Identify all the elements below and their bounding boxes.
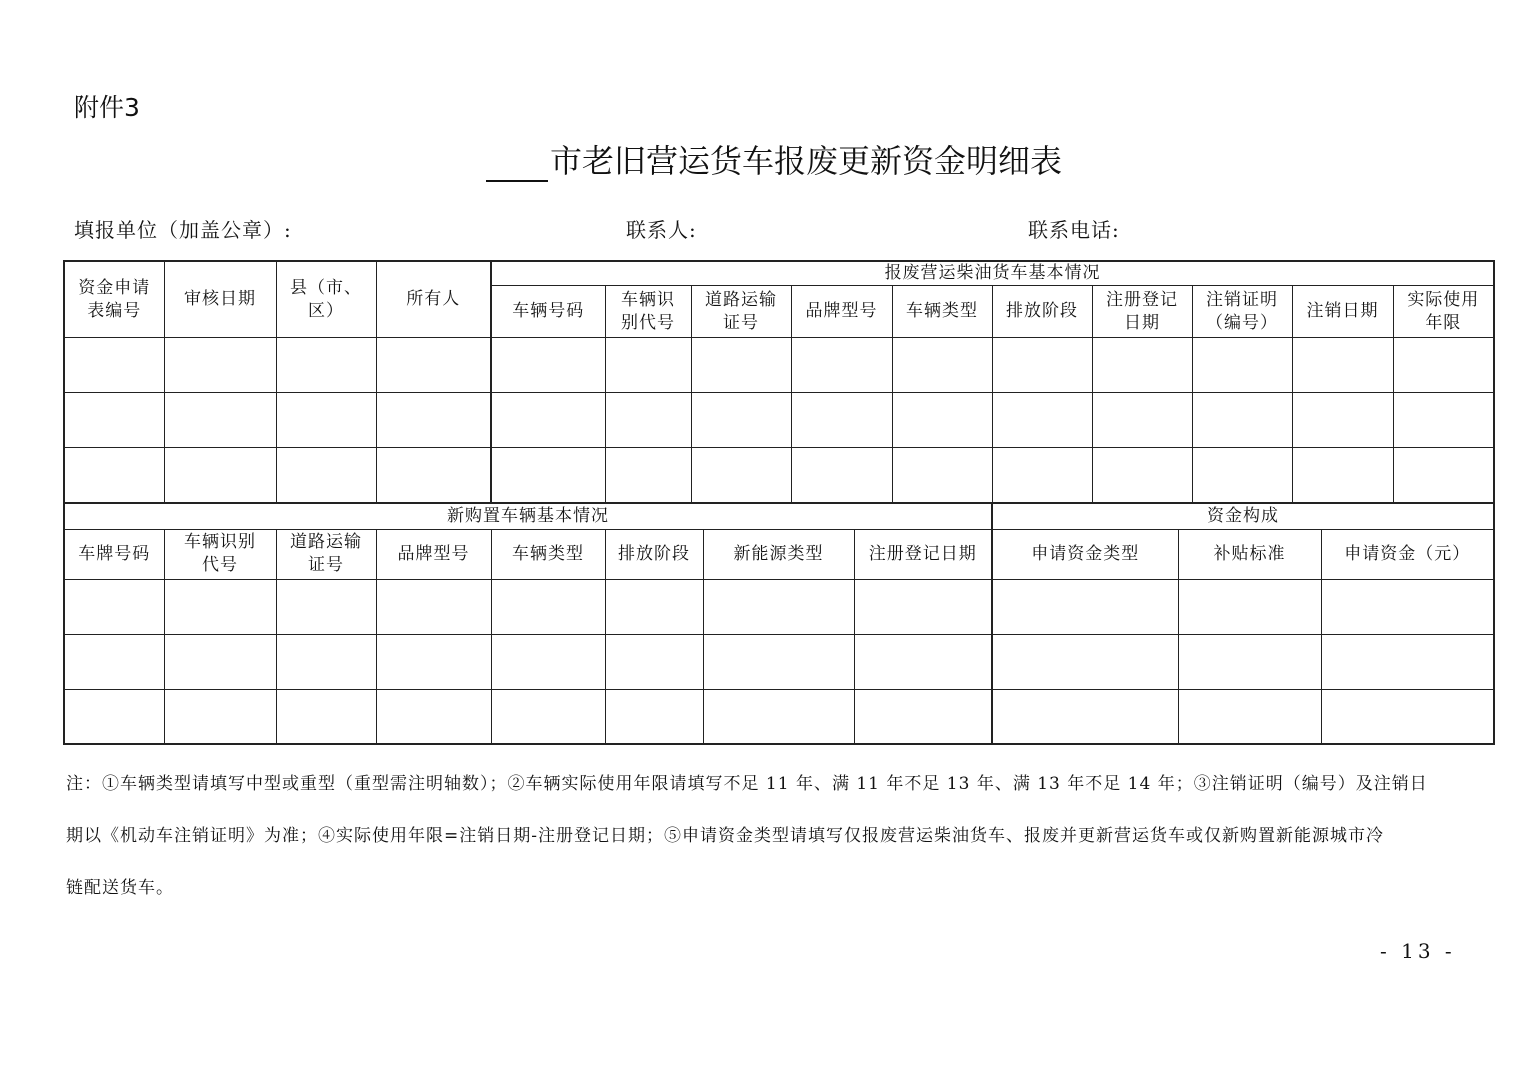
header-registration-date: 注册登记日期 — [1092, 286, 1192, 338]
header-new-energy-type: 新能源类型 — [703, 529, 854, 579]
contact-person-label: 联系人: — [626, 218, 697, 242]
header-service-years: 实际使用年限 — [1393, 286, 1494, 338]
new-vehicle-fund-table — [63, 502, 1495, 745]
header-fund-application-no: 资金申请表编号 — [64, 261, 164, 338]
header-vehicle-type: 车辆类型 — [892, 286, 992, 338]
header-new-brand-model: 品牌型号 — [376, 529, 491, 579]
header-new-plate-number: 车牌号码 — [64, 529, 164, 579]
note-line-1: 注：①车辆类型请填写中型或重型（重型需注明轴数）；②车辆实际使用年限请填写不足 11 年、满 11 年不足 13 年、满 13 年不足 14 年；③注销证明（编号）及注销日 — [66, 774, 1428, 794]
header-cancellation-cert: 注销证明（编号） — [1192, 286, 1292, 338]
filing-unit-label: 填报单位（加盖公章）: — [74, 218, 292, 242]
scrapped-vehicle-table — [63, 260, 1495, 504]
table-row — [64, 448, 1494, 503]
header-county: 县（市、区） — [276, 261, 376, 338]
header-subsidy-standard: 补贴标准 — [1178, 529, 1321, 579]
note-line-2: 期以《机动车注销证明》为准；④实际使用年限=注销日期-注册登记日期；⑤申请资金类型请填写仅报废营运柴油货车、报废并更新营运货车或仅新购置新能源城市冷 — [66, 826, 1384, 846]
contact-phone-label: 联系电话: — [1028, 218, 1120, 242]
page-number: - 13 - — [1380, 939, 1456, 963]
header-new-vin: 车辆识别代号 — [164, 529, 276, 579]
header-new-registration-date: 注册登记日期 — [854, 529, 992, 579]
table-row — [64, 689, 1494, 744]
title-text: 市老旧营运货车报废更新资金明细表 — [550, 142, 1063, 180]
header-fund-type: 申请资金类型 — [992, 529, 1178, 579]
header-brand-model: 品牌型号 — [791, 286, 892, 338]
header-transport-cert: 道路运输证号 — [691, 286, 791, 338]
header-vin: 车辆识别代号 — [605, 286, 691, 338]
header-scrapped-group: 报废营运柴油货车基本情况 — [491, 261, 1494, 286]
page-title — [486, 136, 1062, 182]
header-emission-stage: 排放阶段 — [992, 286, 1092, 338]
header-new-vehicle-type: 车辆类型 — [491, 529, 605, 579]
header-new-vehicle-group: 新购置车辆基本情况 — [64, 503, 992, 529]
header-plate-number: 车辆号码 — [491, 286, 605, 338]
note-line-3: 链配送货车。 — [66, 878, 174, 898]
header-owner: 所有人 — [376, 261, 491, 338]
table-row — [64, 338, 1494, 393]
header-cancellation-date: 注销日期 — [1292, 286, 1393, 338]
title-blank-line — [486, 146, 548, 182]
attachment-label: 附件3 — [74, 93, 140, 122]
table-row — [64, 634, 1494, 689]
table-row — [64, 579, 1494, 634]
header-new-transport-cert: 道路运输证号 — [276, 529, 376, 579]
table-row — [64, 393, 1494, 448]
header-fund-group: 资金构成 — [992, 503, 1494, 529]
header-new-emission-stage: 排放阶段 — [605, 529, 703, 579]
header-review-date: 审核日期 — [164, 261, 276, 338]
header-fund-amount: 申请资金（元） — [1321, 529, 1494, 579]
